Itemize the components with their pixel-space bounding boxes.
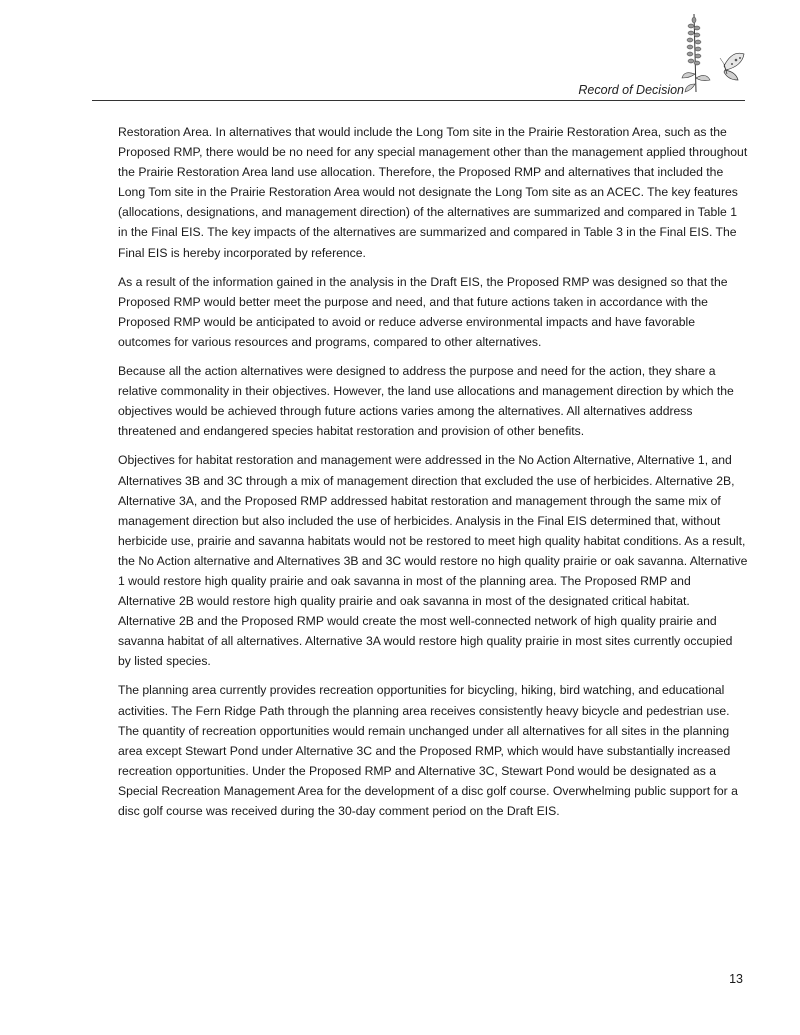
header-title: Record of Decision bbox=[578, 83, 684, 97]
paragraph: Restoration Area. In alternatives that would include the Long Tom site in the Prairie Restoration Area, such as the Proposed RMP, there would be no need for any special management other than the management applied throughout the Prairie Restoration Area land use allocation. Therefore, the Proposed RMP and alternatives that included the Long Tom site in the Prairie Restoration Area would not designate the Long Tom site as an ACEC. The key features (allocations, designations, and management direction) of the alternatives are summarized and compared in Table 1 in the Final EIS. The key impacts of the alternatives are summarized and compared in Table 3 in the Final EIS. The Final EIS is hereby incorporated by reference. bbox=[118, 125, 748, 260]
prairie-flower-butterfly-icon bbox=[680, 12, 748, 102]
paragraph: Objectives for habitat restoration and management were addressed in the No Action Alternative, Alternative 1, and Alternatives 3B and 3C through a mix of management direction that excluded the use of herbicides. Alternative 2B, Alternative 3A, and the Proposed RMP addressed habitat restoration and management through the same mix of management direction but also included the use of herbicides. Analysis in the Final EIS determined that, without herbicide use, prairie and savanna habitats would not be restored to meet high quality habitat conditions. As a result, the No Action alternative and Alternatives 3B and 3C would restore no high quality prairie or oak savanna. Alternative 1 would restore high quality prairie and oak savanna in most of the planning area. The Proposed RMP and Alternative 2B would restore high quality prairie and oak savanna in most of the designated critical habitat. Alternative 2B and the Proposed RMP would create the most well-connected network of high quality prairie and savanna habitat of all alternatives. Alternative 3A would restore high quality prairie in most sites currently occupied by listed species. bbox=[118, 453, 748, 669]
body-text bbox=[118, 122, 748, 830]
paragraph: The planning area currently provides recreation opportunities for bicycling, hiking, bird watching, and educational activities. The Fern Ridge Path through the planning area receives consistently heavy bicycle and pedestrian use. The quantity of recreation opportunities would remain unchanged under all alternatives for all sites in the planning area except Stewart Pond under Alternative 3C and the Proposed RMP, which would have substantially increased recreation opportunities. Under the Proposed RMP and Alternative 3C, Stewart Pond would be designated as a Special Recreation Management Area for the development of a disc golf course. Overwhelming public support for a disc golf course was received during the 30-day comment period on the Draft EIS. bbox=[118, 683, 738, 818]
paragraph: Because all the action alternatives were designed to address the purpose and need for the action, they share a relative commonality in their objectives. However, the land use allocations and management direction by which the objectives would be achieved through future actions varies among the alternatives. All alternatives address threatened and endangered species habitat restoration and provision of other benefits. bbox=[118, 364, 734, 439]
paragraph: As a result of the information gained in the analysis in the Draft EIS, the Proposed RMP was designed so that the Proposed RMP would better meet the purpose and need, and that future actions taken in accordance with the Proposed RMP would be anticipated to avoid or reduce adverse environmental impacts and have favorable outcomes for various resources and programs, compared to other alternatives. bbox=[118, 274, 728, 349]
header-divider bbox=[92, 100, 745, 101]
page-number: 13 bbox=[729, 972, 743, 986]
